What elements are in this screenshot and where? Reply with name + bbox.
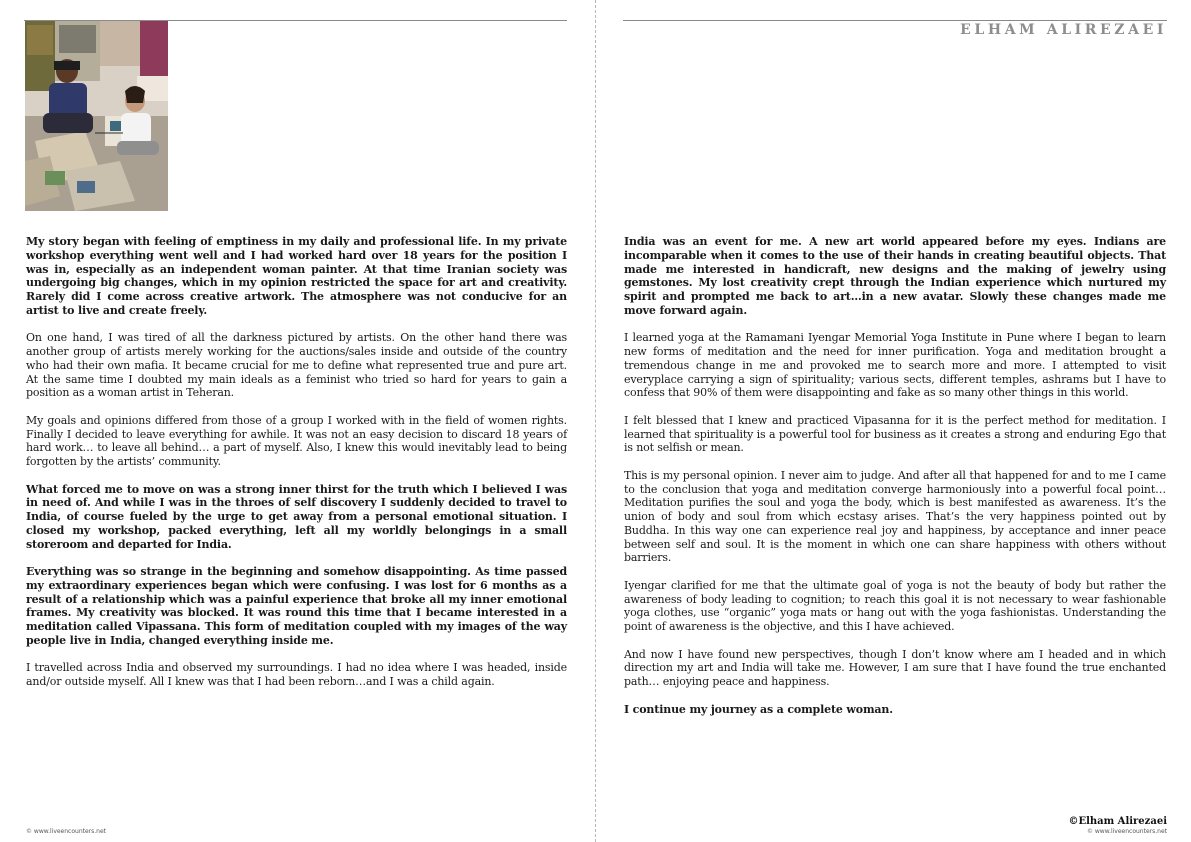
article-paragraph: I travelled across India and observed my surroundings. I had no idea where I was headed, inside and/or outside myself. All I knew was that I had been reborn…and I was a child again.	[26, 661, 567, 688]
article-paragraph: Iyengar clarified for me that the ultimate goal of yoga is not the beauty of body but rather the awareness of body leading to cognition; to reach this goal it is not necessary to wear fashionable yoga clothes, use “organic” yoga mats or hang out with the yoga fashionistas. Understanding the point of awareness is the objective, and this I have achieved.	[624, 578, 1166, 633]
top-rule-right	[623, 20, 1167, 21]
copyright-author: ©Elham Alirezaei	[1068, 816, 1167, 827]
left-page	[0, 0, 595, 842]
right-page	[596, 0, 1191, 842]
workshop-photo-illustration	[25, 21, 168, 211]
footer-website-link[interactable]: © www.liveencounters.net	[1086, 828, 1167, 835]
article-paragraph: India was an event for me. A new art world appeared before my eyes. Indians are incomparable when it comes to the use of their hands in creating beautiful objects. That made me interested in handicraft, new designs and the making of jewelry using gemstones. My lost creativity crept through the Indian experience which nurtured my spirit and prompted me back to art…in a new avatar. Slowly these changes made me move forward again.	[624, 235, 1166, 317]
article-paragraph: My goals and opinions differed from those of a group I worked with in the field of women rights. Finally I decided to leave everything for awhile. It was not an easy decision to discard 18 years of hard work… to leave all behind… a part of myself. Also, I knew this would inevitably lead to being forgotten by the artists’ community.	[26, 413, 567, 468]
article-paragraph: My story began with feeling of emptiness in my daily and professional life. In my private workshop everything went well and I had worked hard over 18 years for the position I was in, especially as an independent woman painter. At that time Iranian society was undergoing big changes, which in my opinion restricted the space for art and creativity. Rarely did I come across creative artwork. The atmosphere was not conducive for an artist to live and create freely.	[26, 235, 567, 317]
article-closing-line: I continue my journey as a complete woman.	[624, 702, 893, 716]
footer-website-link[interactable]: © www.liveencounters.net	[26, 828, 107, 835]
article-paragraph: I felt blessed that I knew and practiced Vipasanna for it is the perfect method for meditation. I learned that spirituality is a powerful tool for business as it creates a strong and enduring Ego that is not selfish or mean.	[624, 413, 1166, 455]
author-header: ELHAM ALIREZAEI	[960, 22, 1167, 38]
article-paragraph: Everything was so strange in the beginning and somehow disappointing. As time passed my extraordinary experiences began which were confusing. I was lost for 6 months as a result of a relationship which was a painful experience that broke all my inner emotional frames. My creativity was blocked. It was round this time that I became interested in a meditation called Vipassana. This form of meditation coupled with my images of the way people live in India, changed everything inside me.	[26, 565, 567, 647]
left-article-column	[26, 235, 567, 703]
article-paragraph: On one hand, I was tired of all the darkness pictured by artists. On the other hand there was another group of artists merely working for the auctions/sales inside and outside of the country who had their own mafia. It became crucial for me to define what represented true and pure art. At the same time I doubted my main ideals as a feminist who tried so hard for years to gain a position as a woman artist in Teheran.	[26, 331, 567, 400]
article-paragraph: I learned yoga at the Ramamani Iyengar Memorial Yoga Institute in Pune where I began to learn new forms of meditation and the need for inner purification. Yoga and meditation brought a tremendous change in me and provoked me to search more and more. I attempted to visit everyplace carrying a sign of spirituality; various sects, different temples, ashrams but I have to confess that 90% of them were disappointing and fake as so many other things in this world.	[624, 331, 1166, 400]
article-paragraph: What forced me to move on was a strong inner thirst for the truth which I believed I was in need of. And while I was in the throes of self discovery I suddenly decided to travel to India, of course fueled by the urge to get away from a personal emotional situation. I closed my workshop, packed everything, left all my worldly belongings in a small storeroom and departed for India.	[26, 482, 567, 551]
article-paragraph: And now I have found new perspectives, though I don’t know where am I headed and in which direction my art and India will take me. However, I am sure that I have found the true enchanted path… enjoying peace and happiness.	[624, 647, 1166, 688]
right-article-column	[624, 235, 1166, 730]
article-paragraph: This is my personal opinion. I never aim to judge. And after all that happened for and to me I came to the conclusion that yoga and meditation converge harmoniously into a powerful focal point… Meditation purifies the soul and yoga the body, which is best manifested as awareness. It’s the union of body and soul from which ecstasy arises. That’s the very happiness pointed out by Buddha. In this way one can experience real joy and happiness, by acceptance and inner peace between self and soul. It is the moment in which one can share happiness with others without barriers.	[624, 468, 1166, 565]
artist-workshop-photo	[25, 21, 168, 211]
